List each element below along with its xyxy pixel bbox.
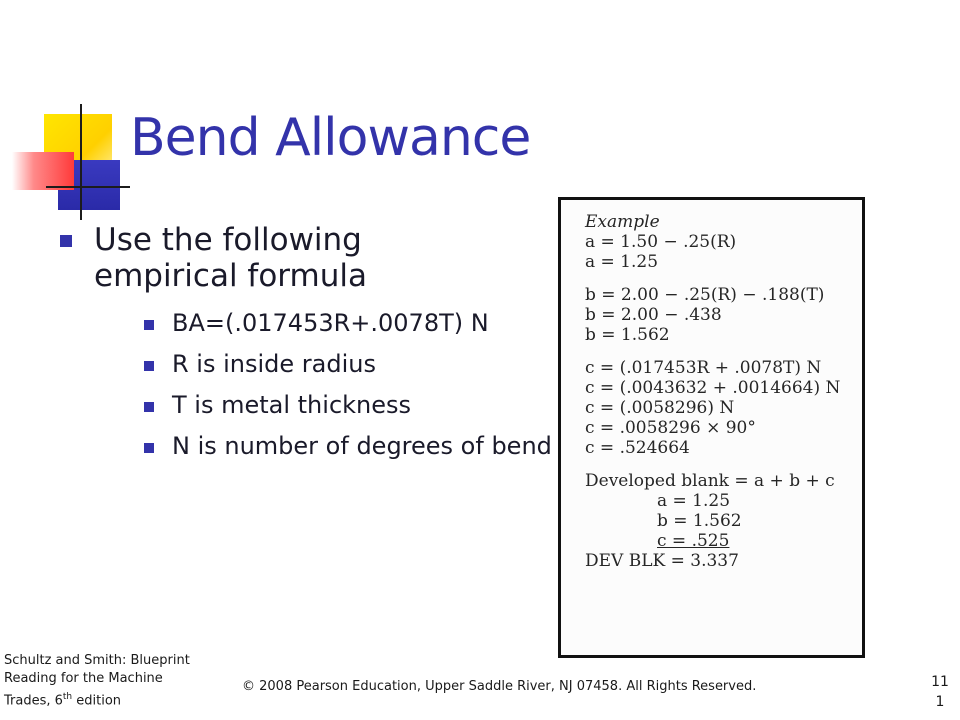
- calc-line: c = (.0058296) N: [585, 398, 735, 418]
- calc-line: a = 1.25: [657, 491, 731, 511]
- square-bullet-icon: [60, 235, 72, 247]
- sub-bullet-formula: [94, 308, 528, 339]
- main-bullet-text: Use the following empirical formula: [94, 222, 367, 294]
- bullet-list: [58, 222, 552, 472]
- citation-line: Schultz and Smith: Blueprint: [4, 653, 190, 668]
- calc-line: b = 1.562: [657, 511, 742, 531]
- decorative-squares-logo: [0, 0, 140, 220]
- calc-line-underlined: c = .525: [657, 531, 730, 551]
- source-citation: [4, 652, 244, 710]
- sub-bullet-text: T is metal thickness: [172, 391, 412, 419]
- dev-blk-total: DEV BLK = 3.337: [585, 551, 739, 571]
- sub-bullet-degrees: [94, 431, 552, 462]
- red-square-shape: [12, 152, 74, 190]
- square-bullet-icon: [144, 443, 154, 453]
- calc-line: c = (.017453R + .0078T) N: [585, 358, 822, 378]
- example-calculation-figure: [558, 197, 865, 658]
- developed-blank-heading: Developed blank = a + b + c: [585, 471, 835, 491]
- sub-bullet-text: N is number of degrees of bend: [172, 432, 552, 460]
- calc-line: a = 1.50 − .25(R): [585, 232, 737, 252]
- sub-bullet-text: BA=(.017453R+.0078T) N: [172, 309, 489, 337]
- sub-bullet-list: [94, 308, 552, 462]
- square-bullet-icon: [144, 320, 154, 330]
- calc-line: b = 2.00 − .25(R) − .188(T): [585, 285, 825, 305]
- calc-line: b = 2.00 − .438: [585, 305, 722, 325]
- citation-line: Reading for the Machine: [4, 671, 163, 686]
- square-bullet-icon: [144, 361, 154, 371]
- slide-title: Bend Allowance: [130, 108, 531, 168]
- horizontal-divider-line: [46, 186, 130, 188]
- sub-bullet-text: R is inside radius: [172, 350, 376, 378]
- calc-line: b = 1.562: [585, 325, 670, 345]
- example-heading: Example: [585, 212, 660, 232]
- example-calculation-text: [585, 212, 856, 571]
- calc-line: c = (.0043632 + .0014664) N: [585, 378, 841, 398]
- sub-bullet-radius: [94, 349, 528, 380]
- main-bullet: [58, 222, 552, 462]
- page-number: 111: [931, 674, 949, 710]
- calc-line: c = .0058296 × 90°: [585, 418, 756, 438]
- calc-line: a = 1.25: [585, 252, 659, 272]
- calc-line: c = .524664: [585, 438, 690, 458]
- copyright-notice: © 2008 Pearson Education, Upper Saddle River, NJ 07458. All Rights Reserved.: [242, 679, 757, 694]
- sub-bullet-thickness: [94, 390, 528, 421]
- square-bullet-icon: [144, 402, 154, 412]
- citation-line: Trades, 6th edition: [4, 692, 122, 709]
- vertical-divider-line: [80, 104, 82, 220]
